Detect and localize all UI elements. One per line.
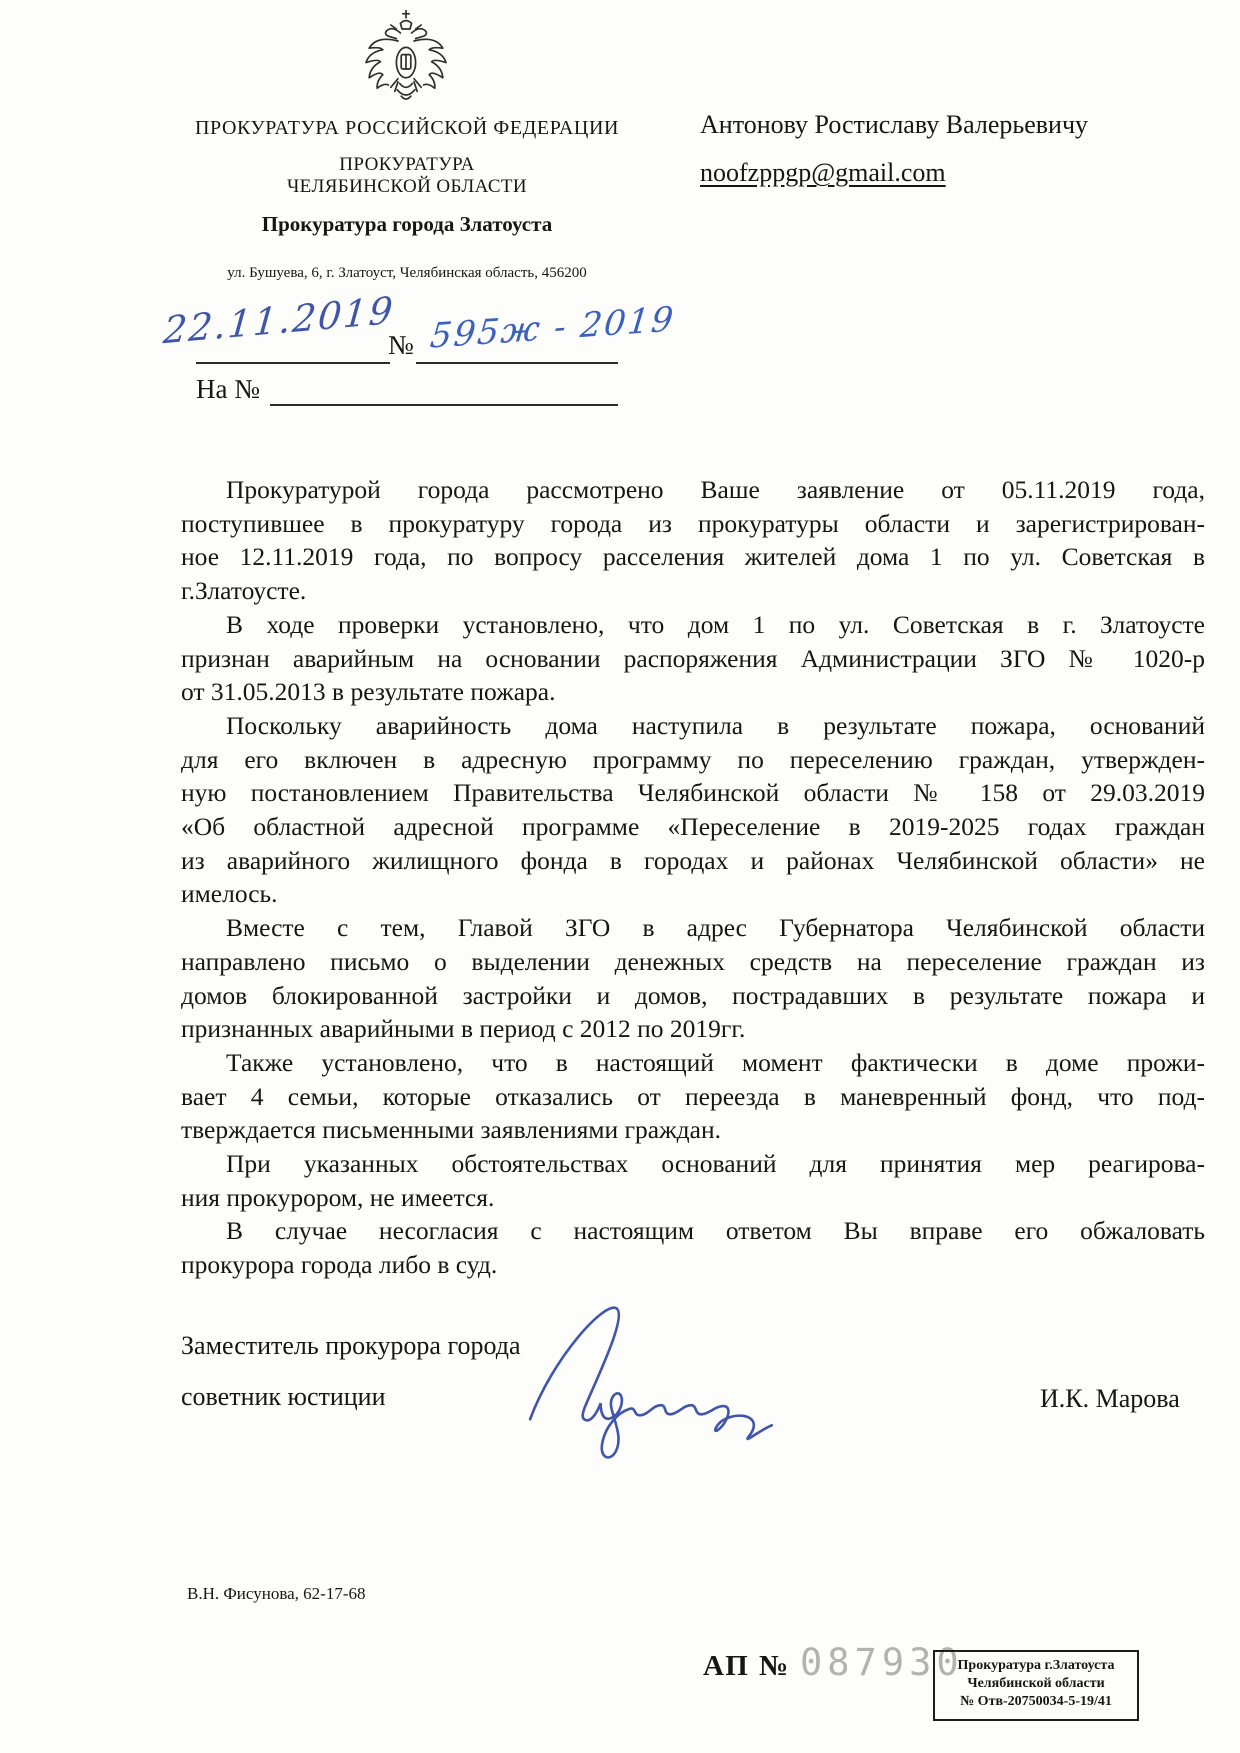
body-line: тверждается письменными заявлениями граждан.: [181, 1115, 721, 1145]
org-office-name: Прокуратура города Златоуста: [261, 212, 553, 236]
body-line: г.Златоусте.: [181, 576, 307, 606]
stamp-org-line1: Прокуратура г.Златоуста: [957, 1658, 1115, 1673]
body-line: ную постановлением Правительства Челябинской области № 158 от 29.03.2019: [181, 778, 1205, 808]
body-line: направлено письмо о выделении денежных средств на переселение граждан из: [181, 946, 1205, 976]
body-line: Также установлено, что в настоящий момент фактически в доме прожи-: [226, 1047, 1205, 1077]
handwritten-date: 22.11.2019: [161, 288, 397, 353]
number-underline: [416, 362, 618, 364]
body-line: Поскольку аварийность дома наступила в результате пожара, оснований: [226, 710, 1205, 740]
body-line: ное 12.11.2019 года, по вопросу расселения жителей дома 1 по ул. Советская в: [181, 542, 1205, 572]
handwritten-signature-icon: [512, 1298, 804, 1470]
registration-stamp: [933, 1650, 1139, 1721]
body-line: прокурора города либо в суд.: [181, 1250, 498, 1280]
signer-position-line1: Заместитель прокурора города: [181, 1331, 521, 1360]
number-sign: №: [388, 330, 414, 360]
reply-to-underline: [270, 404, 618, 406]
org-prokuratura-line: ПРОКУРАТУРА: [339, 154, 475, 175]
signer-name: И.К. Марова: [1040, 1384, 1180, 1413]
stamp-reg-number: № Отв-20750034-5-19/41: [960, 1694, 1112, 1710]
recipient-name: Антонову Ростиславу Валерьевичу: [700, 110, 1089, 139]
date-underline: [196, 362, 390, 364]
body-line: В ходе проверки установлено, что дом 1 по ул. Советская в г. Златоусте: [226, 609, 1205, 639]
body-line: от 31.05.2013 в результате пожара.: [181, 677, 556, 707]
body-line: В случае несогласия с настоящим ответом Вы вправе его обжаловать: [226, 1216, 1205, 1246]
russia-coat-of-arms-icon: [358, 6, 454, 116]
stamp-org-line2: Челябинской области: [967, 1676, 1105, 1692]
body-line: имелось.: [181, 879, 278, 909]
org-region-line: ЧЕЛЯБИНСКОЙ ОБЛАСТИ: [286, 176, 528, 197]
letter-body: [181, 473, 1205, 1282]
executor-contact: В.Н. Фисунова, 62-17-68: [187, 1584, 366, 1603]
body-line: вает 4 семьи, которые отказались от переезда в маневренный фонд, что под-: [181, 1081, 1205, 1111]
body-line: «Об областной адресной программе «Переселение в 2019-2025 годах граждан: [181, 812, 1205, 842]
body-line: При указанных обстоятельствах оснований для принятия мер реагирова-: [226, 1149, 1205, 1179]
body-line: ния прокурором, не имеется.: [181, 1182, 495, 1212]
body-line: домов блокированной застройки и домов, пострадавших в результате пожара и: [181, 980, 1205, 1010]
body-line: поступившее в прокуратуру города из прокуратуры области и зарегистрирован-: [181, 508, 1205, 538]
body-line: признанных аварийными в период с 2012 по 2019гг.: [181, 1014, 746, 1044]
ap-number-label: АП №: [703, 1650, 791, 1682]
org-federation-line: ПРОКУРАТУРА РОССИЙСКОЙ ФЕДЕРАЦИИ: [194, 117, 620, 139]
handwritten-outgoing-number: 595ж - 2019: [428, 299, 678, 357]
body-line: признан аварийным на основании распоряжения Администрации ЗГО № 1020-р: [181, 643, 1205, 673]
ap-stamped-number: 087930: [800, 1641, 964, 1684]
body-line: из аварийного жилищного фонда в городах и районах Челябинской области» не: [181, 845, 1205, 875]
recipient-email: noofzppgp@gmail.com: [700, 158, 946, 187]
body-line: для его включен в адресную программу по переселению граждан, утвержден-: [181, 744, 1205, 774]
reply-to-label: На №: [196, 374, 260, 404]
org-address: ул. Бушуева, 6, г. Златоуст, Челябинская область, 456200: [227, 265, 587, 281]
signer-position-line2: советник юстиции: [181, 1382, 386, 1411]
body-line: Прокуратурой города рассмотрено Ваше заявление от 05.11.2019 года,: [226, 475, 1205, 504]
body-line: Вместе с тем, Главой ЗГО в адрес Губернатора Челябинской области: [226, 913, 1205, 943]
